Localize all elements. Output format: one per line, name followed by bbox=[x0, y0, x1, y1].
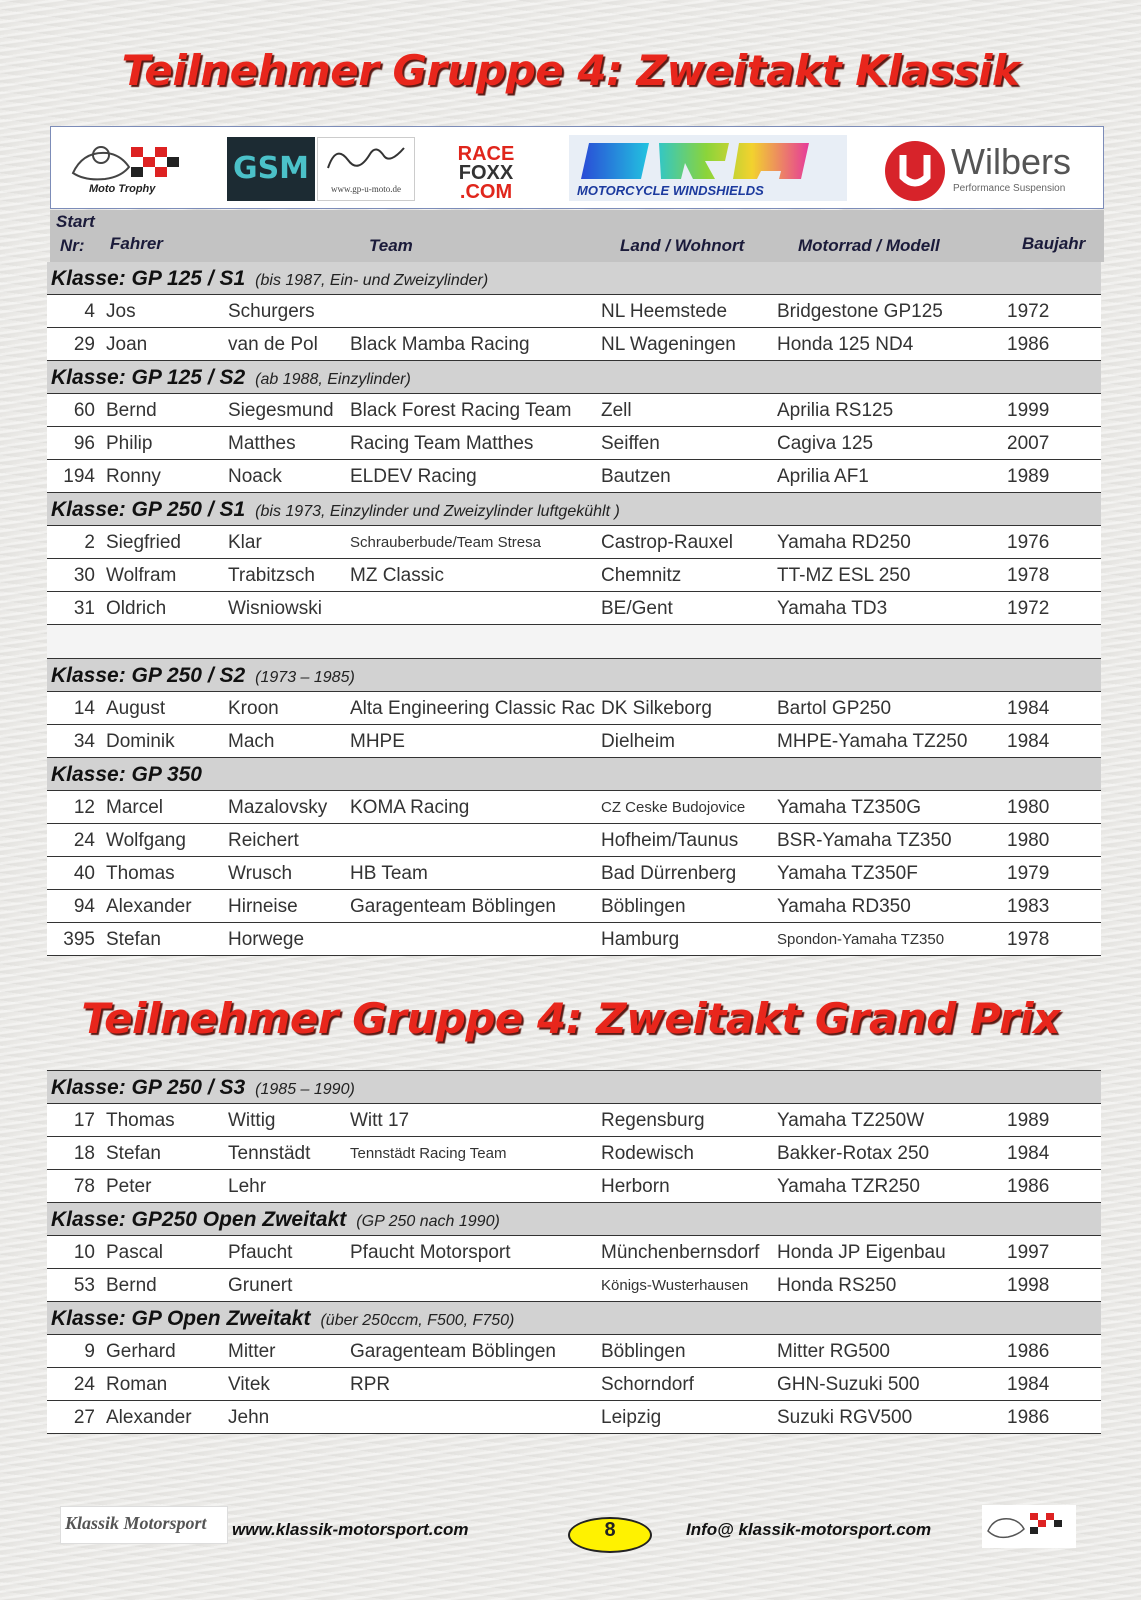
table-row bbox=[47, 1368, 1101, 1401]
class-row bbox=[47, 1071, 1101, 1104]
start-number: 78 bbox=[73, 1176, 95, 1197]
mra-logo bbox=[569, 135, 847, 201]
start-number: 29 bbox=[73, 334, 95, 355]
last-name: Pfaucht bbox=[228, 1242, 293, 1263]
class-label bbox=[51, 1203, 500, 1238]
table-row bbox=[47, 592, 1101, 625]
build-year: 1986 bbox=[1007, 1341, 1050, 1362]
table-row bbox=[47, 427, 1101, 460]
moto-trophy-logo bbox=[61, 133, 201, 203]
first-name: Alexander bbox=[106, 896, 192, 917]
first-name: Thomas bbox=[106, 1110, 175, 1131]
location: Bad Dürrenberg bbox=[601, 863, 737, 884]
header-land: Land / Wohnort bbox=[620, 236, 745, 255]
location: Dielheim bbox=[601, 731, 675, 752]
class-row bbox=[47, 361, 1101, 394]
build-year: 1986 bbox=[1007, 1407, 1050, 1428]
start-number: 24 bbox=[73, 1374, 95, 1395]
class-title: Klasse: GP 250 / S3 bbox=[51, 1076, 246, 1099]
location: Hofheim/Taunus bbox=[601, 830, 739, 851]
motorcycle-model: Yamaha RD250 bbox=[777, 532, 911, 553]
first-name: Siegfried bbox=[106, 532, 181, 553]
last-name: Reichert bbox=[228, 830, 299, 851]
class-note: (bis 1973, Einzylinder und Zweizylinder luftgekühlt ) bbox=[255, 503, 620, 520]
first-name: Gerhard bbox=[106, 1341, 176, 1362]
header-fahrer: Fahrer bbox=[110, 234, 163, 253]
class-note: (1973 – 1985) bbox=[255, 669, 355, 686]
location: BE/Gent bbox=[601, 598, 673, 619]
class-title: Klasse: GP Open Zweitakt bbox=[51, 1307, 311, 1330]
wilbers-sub: Performance Suspension bbox=[953, 183, 1066, 194]
class-note: (1985 – 1990) bbox=[255, 1081, 355, 1098]
header-team: Team bbox=[369, 236, 413, 255]
gsm-logo: GSM bbox=[227, 137, 315, 201]
last-name: Mach bbox=[228, 731, 275, 752]
class-note: (bis 1987, Ein- und Zweizylinder) bbox=[255, 272, 489, 289]
gp-u-moto-url: www.gp-u-moto.de bbox=[331, 184, 401, 194]
class-row bbox=[47, 758, 1101, 791]
last-name: Wisniowski bbox=[228, 598, 322, 619]
motorcycle-model: BSR-Yamaha TZ350 bbox=[777, 830, 952, 851]
header-start: Start bbox=[56, 212, 95, 231]
motorcycle-model: GHN-Suzuki 500 bbox=[777, 1374, 920, 1395]
last-name: Tennstädt bbox=[228, 1143, 311, 1164]
last-name: Horwege bbox=[228, 929, 305, 950]
race-foxx-line2: FOXX bbox=[458, 162, 514, 184]
team-name: Alta Engineering Classic Rac bbox=[350, 698, 596, 719]
start-number: 30 bbox=[73, 565, 95, 586]
table-row bbox=[47, 791, 1101, 824]
team-name: Schrauberbude/Team Stresa bbox=[350, 534, 541, 551]
first-name: Dominik bbox=[106, 731, 175, 752]
motorcycle-model: Bartol GP250 bbox=[777, 698, 892, 719]
participants-table-grand-prix bbox=[47, 1070, 1101, 1434]
table-row bbox=[47, 1104, 1101, 1137]
start-number: 94 bbox=[73, 896, 95, 917]
location: Bautzen bbox=[601, 466, 671, 487]
klassik-motorsport-logo: Klassik Motorsport bbox=[60, 1506, 228, 1544]
motorcycle-model: Yamaha TZR250 bbox=[777, 1176, 920, 1197]
table-row bbox=[47, 1236, 1101, 1269]
motorcycle-model: Honda 125 ND4 bbox=[777, 334, 914, 355]
build-year: 1980 bbox=[1007, 830, 1050, 851]
build-year: 1978 bbox=[1007, 929, 1050, 950]
page-title-classic: Teilnehmer Gruppe 4: Zweitakt Klassik bbox=[121, 46, 1020, 95]
location: Zell bbox=[601, 400, 632, 421]
team-name: MZ Classic bbox=[350, 565, 444, 586]
location: Hamburg bbox=[601, 929, 680, 950]
motorcycle-model: Bakker-Rotax 250 bbox=[777, 1143, 930, 1164]
blank-row bbox=[47, 625, 1101, 659]
build-year: 1978 bbox=[1007, 565, 1050, 586]
table-row bbox=[47, 692, 1101, 725]
last-name: Lehr bbox=[228, 1176, 267, 1197]
team-name: Black Forest Racing Team bbox=[350, 400, 572, 421]
first-name: Stefan bbox=[106, 929, 161, 950]
start-number: 12 bbox=[73, 797, 95, 818]
first-name: Wolfram bbox=[106, 565, 177, 586]
class-title: Klasse: GP250 Open Zweitakt bbox=[51, 1208, 347, 1231]
start-number: 14 bbox=[73, 698, 95, 719]
motorcycle-model: MHPE-Yamaha TZ250 bbox=[777, 731, 968, 752]
start-number: 60 bbox=[73, 400, 95, 421]
location: NL Heemstede bbox=[601, 301, 728, 322]
class-title: Klasse: GP 350 bbox=[51, 763, 202, 786]
last-name: Klar bbox=[228, 532, 262, 553]
class-note: (über 250ccm, F500, F750) bbox=[320, 1312, 515, 1329]
motorcycle-model: Yamaha TZ350G bbox=[777, 797, 921, 818]
last-name: Schurgers bbox=[228, 301, 315, 322]
location: Chemnitz bbox=[601, 565, 682, 586]
table-header bbox=[50, 210, 1104, 262]
start-number: 27 bbox=[73, 1407, 95, 1428]
class-note: (GP 250 nach 1990) bbox=[356, 1213, 500, 1230]
location: Regensburg bbox=[601, 1110, 705, 1131]
last-name: Wittig bbox=[228, 1110, 276, 1131]
motorcycle-model: Honda JP Eigenbau bbox=[777, 1242, 946, 1263]
build-year: 2007 bbox=[1007, 433, 1050, 454]
location: Königs-Wusterhausen bbox=[601, 1277, 749, 1294]
start-number: 10 bbox=[73, 1242, 95, 1263]
mra-tagline: MOTORCYCLE WINDSHIELDS bbox=[577, 183, 764, 198]
table-row bbox=[47, 857, 1101, 890]
first-name: Marcel bbox=[106, 797, 164, 818]
location: Münchenbernsdorf bbox=[601, 1242, 760, 1263]
build-year: 1972 bbox=[1007, 301, 1050, 322]
class-label bbox=[51, 262, 488, 297]
table-row bbox=[47, 1137, 1101, 1170]
build-year: 1986 bbox=[1007, 1176, 1050, 1197]
last-name: Mazalovsky bbox=[228, 797, 328, 818]
team-name: ELDEV Racing bbox=[350, 466, 477, 487]
start-number: 34 bbox=[73, 731, 95, 752]
table-row bbox=[47, 890, 1101, 923]
location: NL Wageningen bbox=[601, 334, 736, 355]
build-year: 1972 bbox=[1007, 598, 1050, 619]
motorcycle-model: Honda RS250 bbox=[777, 1275, 897, 1296]
gp-u-moto-logo bbox=[317, 137, 415, 201]
race-foxx-line1: RACE bbox=[457, 143, 515, 165]
wilbers-name: Wilbers bbox=[951, 141, 1072, 182]
table-row bbox=[47, 460, 1101, 493]
team-name: RPR bbox=[350, 1374, 391, 1395]
team-name: Garagenteam Böblingen bbox=[350, 1341, 556, 1362]
build-year: 1989 bbox=[1007, 466, 1050, 487]
motorcycle-model: Bridgestone GP125 bbox=[777, 301, 943, 322]
class-note: (ab 1988, Einzylinder) bbox=[255, 371, 411, 388]
build-year: 1984 bbox=[1007, 1374, 1050, 1395]
team-name: Tennstädt Racing Team bbox=[350, 1145, 507, 1162]
table-row bbox=[47, 559, 1101, 592]
team-name: KOMA Racing bbox=[350, 797, 470, 818]
class-label bbox=[51, 493, 620, 528]
class-title: Klasse: GP 250 / S1 bbox=[51, 498, 246, 521]
build-year: 1984 bbox=[1007, 1143, 1050, 1164]
table-row bbox=[47, 725, 1101, 758]
page-title-grand-prix: Teilnehmer Gruppe 4: Zweitakt Grand Prix bbox=[81, 994, 1060, 1043]
location: Herborn bbox=[601, 1176, 670, 1197]
build-year: 1999 bbox=[1007, 400, 1050, 421]
motorcycle-model: Spondon-Yamaha TZ350 bbox=[777, 931, 945, 948]
last-name: Grunert bbox=[228, 1275, 293, 1296]
start-number: 18 bbox=[73, 1143, 95, 1164]
first-name: Peter bbox=[106, 1176, 152, 1197]
first-name: Alexander bbox=[106, 1407, 192, 1428]
wilbers-logo bbox=[883, 133, 1088, 203]
motorcycle-model: Yamaha TD3 bbox=[777, 598, 888, 619]
first-name: Bernd bbox=[106, 400, 157, 421]
last-name: Noack bbox=[228, 466, 282, 487]
class-label bbox=[51, 659, 355, 694]
last-name: Wrusch bbox=[228, 863, 293, 884]
class-title: Klasse: GP 125 / S2 bbox=[51, 366, 246, 389]
team-name: Garagenteam Böblingen bbox=[350, 896, 556, 917]
start-number: 24 bbox=[73, 830, 95, 851]
first-name: Roman bbox=[106, 1374, 168, 1395]
first-name: August bbox=[106, 698, 166, 719]
sponsor-logo-bar bbox=[50, 126, 1104, 209]
race-foxx-line3: .COM bbox=[459, 181, 513, 203]
race-foxx-logo bbox=[441, 133, 531, 203]
location: Schorndorf bbox=[601, 1374, 694, 1395]
table-row bbox=[47, 1170, 1101, 1203]
start-number: 31 bbox=[73, 598, 95, 619]
table-row bbox=[47, 1335, 1101, 1368]
last-name: Siegesmund bbox=[228, 400, 334, 421]
team-name: HB Team bbox=[350, 863, 428, 884]
first-name: Oldrich bbox=[106, 598, 167, 619]
team-name: MHPE bbox=[350, 731, 405, 752]
last-name: van de Pol bbox=[228, 334, 318, 355]
first-name: Philip bbox=[106, 433, 153, 454]
build-year: 1979 bbox=[1007, 863, 1050, 884]
start-number: 9 bbox=[84, 1341, 95, 1362]
motorcycle-model: Suzuki RGV500 bbox=[777, 1407, 913, 1428]
first-name: Joan bbox=[106, 334, 148, 355]
class-row bbox=[47, 1203, 1101, 1236]
build-year: 1984 bbox=[1007, 698, 1050, 719]
last-name: Jehn bbox=[228, 1407, 270, 1428]
location: Böblingen bbox=[601, 1341, 686, 1362]
location: Böblingen bbox=[601, 896, 686, 917]
table-row bbox=[47, 824, 1101, 857]
header-motorrad: Motorrad / Modell bbox=[798, 236, 940, 255]
motorcycle-model: Mitter RG500 bbox=[777, 1341, 890, 1362]
build-year: 1998 bbox=[1007, 1275, 1050, 1296]
last-name: Hirneise bbox=[228, 896, 298, 917]
build-year: 1980 bbox=[1007, 797, 1050, 818]
class-label bbox=[51, 1071, 355, 1106]
start-number: 17 bbox=[73, 1110, 95, 1131]
table-row bbox=[47, 295, 1101, 328]
team-name: Pfaucht Motorsport bbox=[350, 1242, 511, 1263]
first-name: Thomas bbox=[106, 863, 175, 884]
motorcycle-model: Cagiva 125 bbox=[777, 433, 874, 454]
footer-website[interactable]: www.klassik-motorsport.com bbox=[232, 1520, 469, 1539]
start-number: 96 bbox=[73, 433, 95, 454]
table-row bbox=[47, 328, 1101, 361]
moto-trophy-footer-logo bbox=[982, 1505, 1076, 1548]
build-year: 1976 bbox=[1007, 532, 1050, 553]
table-row bbox=[47, 394, 1101, 427]
class-row bbox=[47, 262, 1101, 295]
start-number: 40 bbox=[73, 863, 95, 884]
build-year: 1986 bbox=[1007, 334, 1050, 355]
team-name: Witt 17 bbox=[350, 1110, 410, 1131]
location: Seiffen bbox=[601, 433, 660, 454]
class-label bbox=[51, 361, 411, 396]
first-name: Stefan bbox=[106, 1143, 161, 1164]
moto-trophy-text: Moto Trophy bbox=[89, 183, 156, 195]
build-year: 1997 bbox=[1007, 1242, 1050, 1263]
last-name: Matthes bbox=[228, 433, 296, 454]
location: CZ Ceske Budojovice bbox=[601, 799, 746, 816]
header-baujahr: Baujahr bbox=[1022, 234, 1086, 253]
first-name: Ronny bbox=[106, 466, 161, 487]
build-year: 1989 bbox=[1007, 1110, 1050, 1131]
header-nr: Nr: bbox=[60, 236, 85, 255]
class-label bbox=[51, 1302, 514, 1337]
participants-table-classic bbox=[47, 262, 1101, 956]
last-name: Mitter bbox=[228, 1341, 276, 1362]
table-row bbox=[47, 1269, 1101, 1302]
team-name: Racing Team Matthes bbox=[350, 433, 534, 454]
motorcycle-model: Aprilia RS125 bbox=[777, 400, 894, 421]
location: Rodewisch bbox=[601, 1143, 694, 1164]
location: DK Silkeborg bbox=[601, 698, 712, 719]
class-title: Klasse: GP 250 / S2 bbox=[51, 664, 246, 687]
start-number: 4 bbox=[84, 301, 95, 322]
build-year: 1984 bbox=[1007, 731, 1050, 752]
start-number: 194 bbox=[63, 466, 95, 487]
first-name: Pascal bbox=[106, 1242, 164, 1263]
last-name: Vitek bbox=[228, 1374, 270, 1395]
class-label bbox=[51, 758, 212, 793]
class-row bbox=[47, 1302, 1101, 1335]
start-number: 2 bbox=[84, 532, 95, 553]
location: Castrop-Rauxel bbox=[601, 532, 733, 553]
first-name: Jos bbox=[106, 301, 136, 322]
table-row bbox=[47, 923, 1101, 956]
class-title: Klasse: GP 125 / S1 bbox=[51, 267, 246, 290]
start-number: 395 bbox=[63, 929, 95, 950]
first-name: Wolfgang bbox=[106, 830, 186, 851]
build-year: 1983 bbox=[1007, 896, 1050, 917]
motorcycle-model: TT-MZ ESL 250 bbox=[777, 565, 911, 586]
first-name: Bernd bbox=[106, 1275, 157, 1296]
page-number: 8 bbox=[568, 1517, 652, 1553]
motorcycle-model: Yamaha RD350 bbox=[777, 896, 911, 917]
location: Leipzig bbox=[601, 1407, 662, 1428]
motorcycle-model: Yamaha TZ250W bbox=[777, 1110, 925, 1131]
team-name: Black Mamba Racing bbox=[350, 334, 530, 355]
last-name: Kroon bbox=[228, 698, 279, 719]
class-row bbox=[47, 659, 1101, 692]
motorcycle-model: Yamaha TZ350F bbox=[777, 863, 918, 884]
start-number: 53 bbox=[73, 1275, 95, 1296]
last-name: Trabitzsch bbox=[228, 565, 315, 586]
table-row bbox=[47, 526, 1101, 559]
motorcycle-model: Aprilia AF1 bbox=[777, 466, 869, 487]
class-row bbox=[47, 493, 1101, 526]
footer-email[interactable]: Info@ klassik-motorsport.com bbox=[686, 1520, 932, 1539]
table-row bbox=[47, 1401, 1101, 1434]
